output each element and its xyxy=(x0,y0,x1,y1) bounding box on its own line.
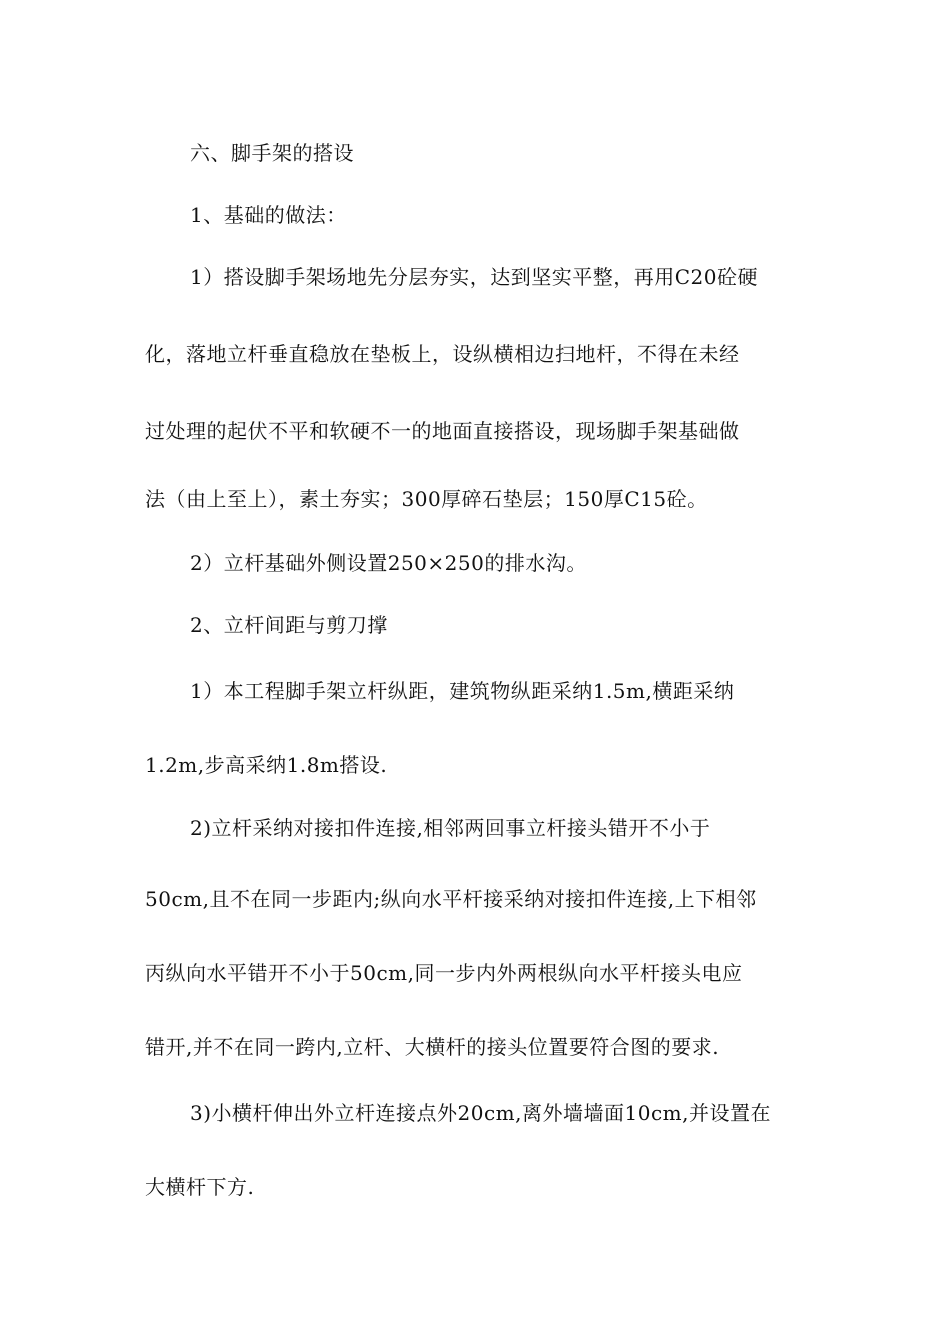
subsection-heading: 1、基础的做法： xyxy=(190,203,347,227)
subsection-heading: 2、立杆间距与剪刀撑 xyxy=(190,613,388,637)
paragraph-line: 法（由上至上），素土夯实；300厚碎石垫层；150厚C15砼。 xyxy=(145,487,708,511)
paragraph-line: 1）搭设脚手架场地先分层夯实，达到坚实平整，再用C20砼硬 xyxy=(190,265,758,289)
paragraph-line: 1）本工程脚手架立杆纵距，建筑物纵距采纳1.5m,横距采纳 xyxy=(190,679,735,703)
paragraph-line: 错开,并不在同一跨内,立杆、大横杆的接头位置要符合图的要求. xyxy=(145,1035,720,1059)
paragraph-line: 化，落地立杆垂直稳放在垫板上，设纵横相边扫地杆，不得在未经 xyxy=(145,342,740,366)
paragraph-line: 过处理的起伏不平和软硬不一的地面直接搭设，现场脚手架基础做 xyxy=(145,419,740,443)
paragraph-line: 2)立杆采纳对接扣件连接,相邻两回事立杆接头错开不小于 xyxy=(190,816,711,840)
paragraph-line: 3)小横杆伸出外立杆连接点外20cm,离外墙墙面10cm,并设置在 xyxy=(190,1101,771,1125)
paragraph-line: 大横杆下方. xyxy=(145,1175,255,1199)
paragraph-line: 2）立杆基础外侧设置250×250的排水沟。 xyxy=(190,551,587,575)
paragraph-line: 50cm,且不在同一步距内;纵向水平杆接采纳对接扣件连接,上下相邻 xyxy=(145,887,757,911)
paragraph-line: 丙纵向水平错开不小于50cm,同一步内外两根纵向水平杆接头电应 xyxy=(145,961,743,985)
paragraph-line: 1.2m,步高采纳1.8m搭设. xyxy=(145,753,388,777)
section-heading: 六、脚手架的搭设 xyxy=(190,141,354,165)
